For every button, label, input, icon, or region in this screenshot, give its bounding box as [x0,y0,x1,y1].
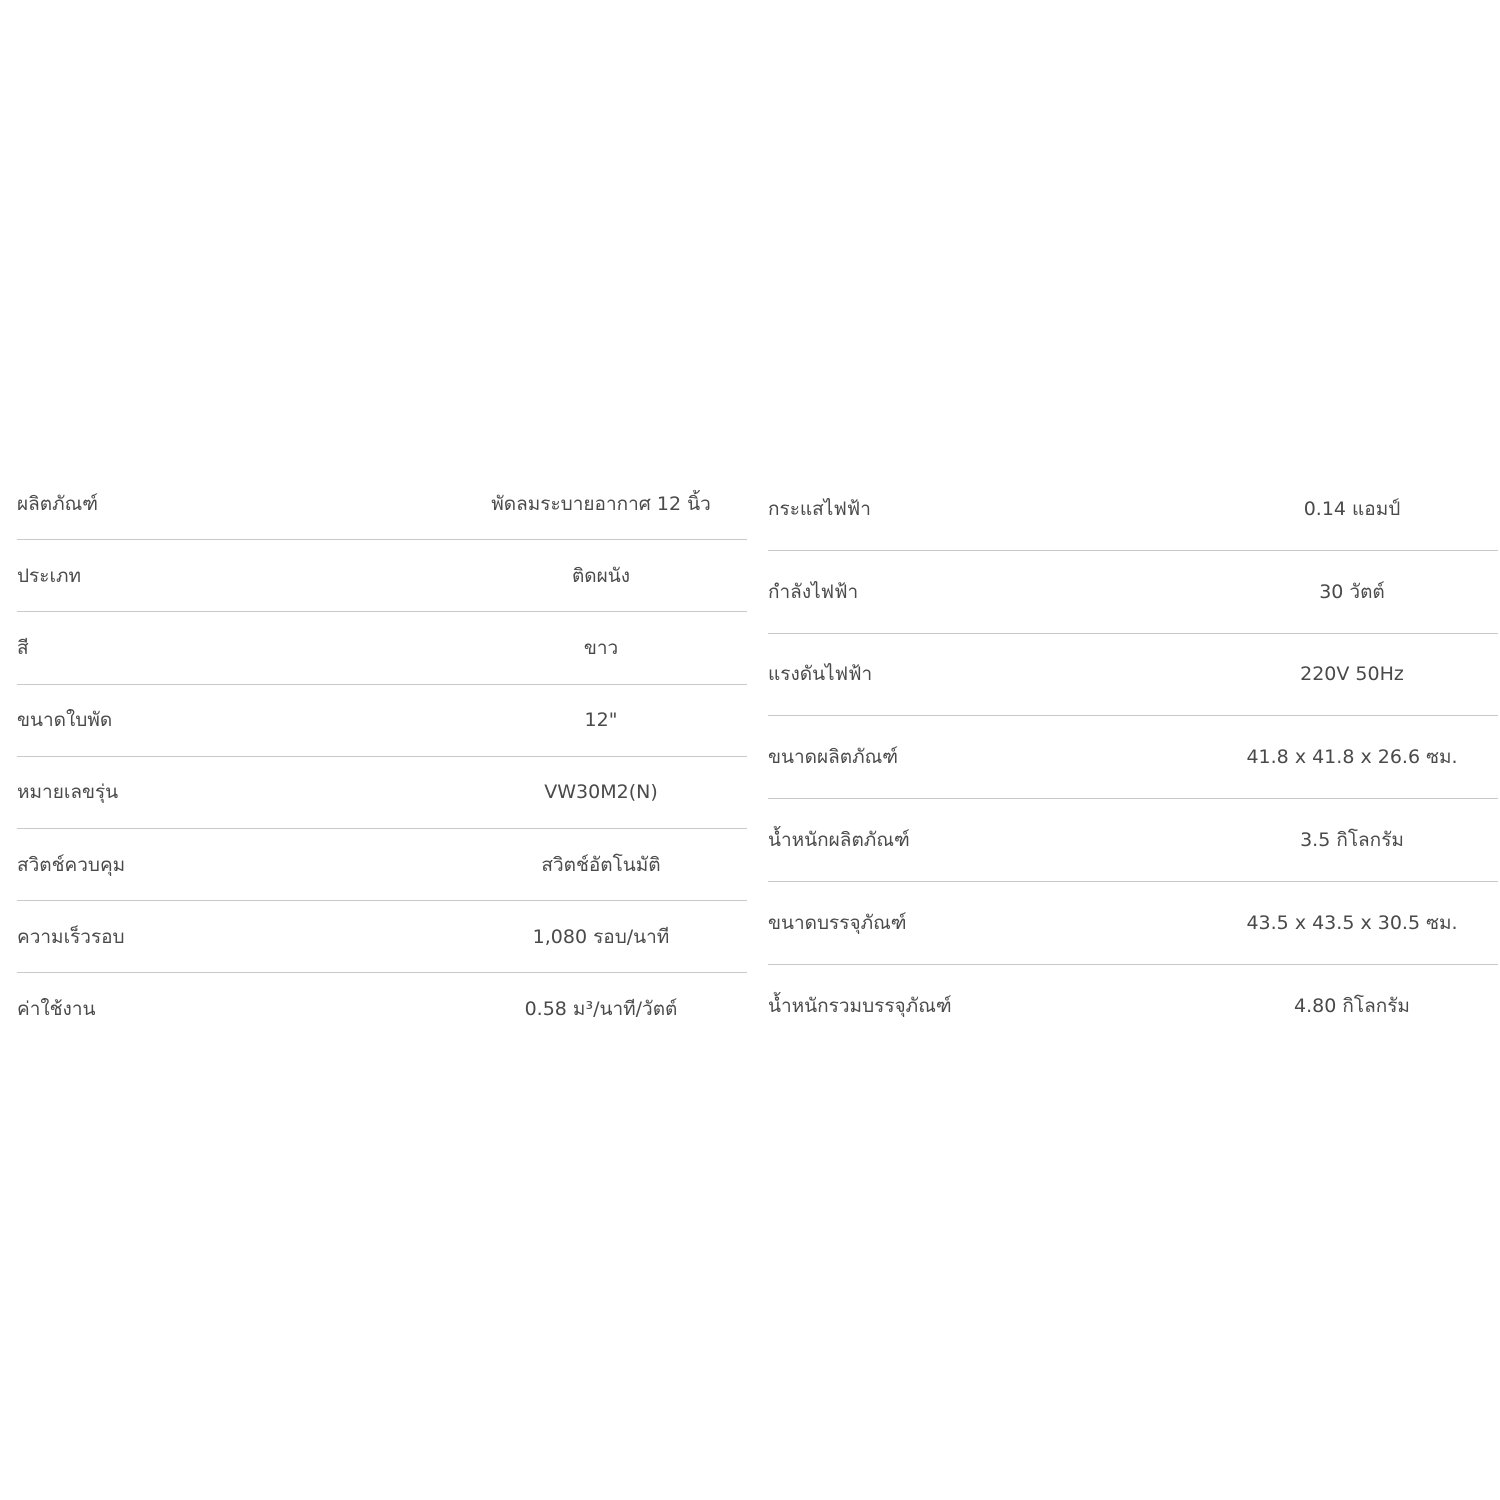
spec-value: 1,080 รอบ/นาที [532,925,670,948]
spec-label: สี [17,636,29,659]
spec-label: หมายเลขรุ่น [17,781,119,804]
spec-label: กำลังไฟฟ้า [768,580,859,603]
spec-row [17,612,747,684]
spec-label: ขนาดใบพัด [17,709,113,732]
spec-value: 220V 50Hz [1300,663,1404,686]
spec-row [768,468,1498,551]
spec-value: 30 วัตต์ [1319,580,1385,603]
spec-value: VW30M2(N) [544,781,658,804]
spec-table-right [768,468,1498,1048]
spec-label: ขนาดผลิตภัณฑ์ [768,746,899,769]
spec-label: สวิตช์ควบคุม [17,853,126,876]
spec-label: ค่าใช้งาน [17,998,96,1021]
spec-row [17,901,747,973]
spec-row [17,973,747,1045]
spec-label: แรงดันไฟฟ้า [768,663,873,686]
spec-label: ผลิตภัณฑ์ [17,492,99,515]
spec-label: ความเร็วรอบ [17,925,125,948]
spec-row [768,551,1498,634]
spec-label: กระแสไฟฟ้า [768,497,871,520]
spec-row [768,882,1498,965]
spec-row [768,634,1498,717]
spec-value: 43.5 x 43.5 x 30.5 ซม. [1246,911,1458,934]
spec-value: ติดผนัง [571,564,631,587]
spec-value: สวิตช์อัตโนมัติ [541,853,661,876]
spec-label: ประเภท [17,564,82,587]
spec-row [17,685,747,757]
spec-row [17,829,747,901]
spec-row [17,468,747,540]
spec-table-left [17,468,747,1046]
spec-label: ขนาดบรรจุภัณฑ์ [768,911,907,934]
spec-value: ขาว [583,636,619,659]
spec-label: น้ำหนักรวมบรรจุภัณฑ์ [768,995,952,1018]
spec-row [768,965,1498,1048]
spec-value: 0.14 แอมป์ [1303,497,1401,520]
spec-row [17,757,747,829]
spec-value: 12" [584,709,618,732]
spec-value: 3.5 กิโลกรัม [1300,829,1404,852]
spec-value: 4.80 กิโลกรัม [1294,995,1410,1018]
spec-value: 0.58 ม³/นาที/วัตต์ [524,998,678,1021]
spec-label: น้ำหนักผลิตภัณฑ์ [768,829,910,852]
spec-value: พัดลมระบายอากาศ 12 นิ้ว [491,492,711,515]
spec-value: 41.8 x 41.8 x 26.6 ซม. [1246,746,1458,769]
spec-row [768,716,1498,799]
spec-row [768,799,1498,882]
spec-row [17,540,747,612]
